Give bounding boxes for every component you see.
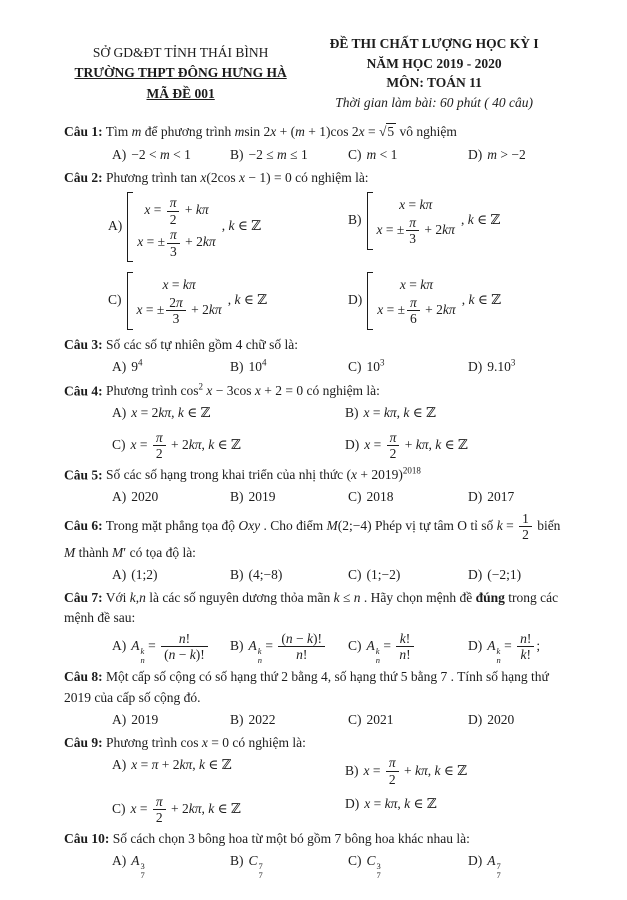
question-1-options (112, 144, 571, 166)
question-8-option-a: A) 2019 (112, 711, 159, 727)
question-1-label: Câu 1: (64, 124, 103, 140)
question-4-option-a: A) x = 2kπ, k ∈ ℤ (112, 405, 211, 422)
question-4-option-d: D) x = $\frac{\pi}{2}$ + kπ, k ∈ ℤ (345, 429, 468, 462)
question-7-option-d: D) A k n = $\frac{n!}{k!}$ ; (468, 630, 541, 665)
question-5-option-c: C) 2018 (348, 489, 394, 505)
school-year: NĂM HỌC 2019 - 2020 (366, 55, 502, 71)
question-7-label: Câu 7: (64, 590, 103, 606)
question-10-stem (64, 829, 571, 849)
question-8-option-c: C) 2021 (348, 711, 394, 727)
question-6-option-b: B) (4;−8) (230, 566, 283, 582)
question-4 (64, 381, 571, 463)
question-2-label: Câu 2: (64, 169, 103, 185)
question-3-option-c: C) $10^3$ (348, 357, 385, 375)
question-8-label: Câu 8: (64, 669, 103, 685)
question-8-option-b: B) 2022 (230, 711, 276, 727)
question-2-options (108, 189, 571, 333)
question-9-option-d: D) x = kπ, k ∈ ℤ (345, 795, 437, 812)
question-3-option-a: A) $9^4$ (112, 357, 143, 375)
question-7-options (112, 630, 571, 666)
question-3 (64, 335, 571, 379)
question-10-option-c: C) C 3 7 (348, 852, 381, 880)
question-1-option-b: B) −2 ≤ m ≤ 1 (230, 146, 308, 162)
question-8-options (112, 709, 571, 731)
question-4-option-c: C) x = $\frac{\pi}{2}$ + 2kπ, k ∈ ℤ (112, 429, 241, 462)
question-8-stem (64, 667, 571, 708)
question-1-stem (64, 122, 571, 142)
question-9-stem (64, 733, 571, 753)
exam-header (64, 34, 571, 112)
question-5-options (112, 486, 571, 508)
question-2-option-c: C) x = kπ x = ± $\frac{2\pi}{3}$ + 2kπ , k ∈ ℤ (108, 272, 348, 330)
question-8 (64, 667, 571, 731)
question-4-stem (64, 381, 571, 402)
question-1-option-d: D) m > −2 (468, 146, 526, 162)
question-5-text: Số các số hạng trong khai triển của nhị thức $(x + 2019)^{2018}$ (106, 465, 421, 483)
question-3-options (112, 356, 571, 379)
question-9-option-a: A) x = π + 2kπ, k ∈ ℤ (112, 757, 232, 774)
question-5-stem (64, 465, 571, 486)
question-8-option-d: D) 2020 (468, 711, 515, 727)
question-2-option-b: B) x = kπ x = ± $\frac{\pi}{3}$ + 2kπ , k ∈ ℤ (348, 192, 571, 262)
question-3-label: Câu 3: (64, 336, 103, 352)
question-9-text: Phương trình cos x = 0 có nghiệm là: (106, 735, 306, 751)
question-5-option-a: A) 2020 (112, 489, 159, 505)
question-9 (64, 733, 571, 826)
question-10-options (112, 850, 571, 881)
header-exam-block (297, 34, 571, 112)
question-2-option-d: D) x = kπ x = ± $\frac{\pi}{6}$ + 2kπ , k ∈ ℤ (348, 272, 571, 330)
question-10-text: Số cách chọn 3 bông hoa từ một bó gồm 7 bông hoa khác nhau là: (112, 830, 470, 846)
question-7-text: Với k,n là các số nguyên dương thỏa mãn k ≤ n . Hãy chọn mệnh đề đúng trong các mệnh đề sau: (64, 590, 559, 626)
question-7-option-c: C) A k n = $\frac{k!}{n!}$ (348, 631, 468, 665)
question-2-text: Phương trình tan x(2cos x − 1) = 0 có nghiệm là: (106, 169, 369, 185)
question-2 (64, 168, 571, 333)
question-6-stem (64, 511, 571, 563)
header-school-block (64, 34, 297, 112)
question-9-option-c: C) x = $\frac{\pi}{2}$ + 2kπ, k ∈ ℤ (112, 793, 241, 826)
exam-code: MÃ ĐỀ 001 (146, 85, 215, 101)
subject: MÔN: TOÁN 11 (386, 75, 482, 91)
question-5 (64, 465, 571, 509)
question-3-stem (64, 335, 571, 355)
question-9-label: Câu 9: (64, 735, 103, 751)
question-6-option-c: C) (1;−2) (348, 566, 401, 582)
question-10-option-d: D) A 7 7 (468, 852, 501, 880)
question-7-stem (64, 588, 571, 629)
question-1 (64, 122, 571, 166)
question-1-option-a: A) −2 < m < 1 (112, 146, 191, 162)
question-3-text: Số các số tự nhiên gồm 4 chữ số là: (106, 336, 298, 352)
question-6-label: Câu 6: (64, 517, 103, 533)
duration: Thời gian làm bài: 60 phút ( 40 câu) (335, 94, 533, 110)
question-7 (64, 588, 571, 665)
question-2-option-a: A) x = $\frac{\pi}{2}$ + kπ x = ± $\frac{\pi}{3}$ + 2kπ , k ∈ ℤ (108, 192, 348, 262)
question-10 (64, 829, 571, 881)
question-4-text: Phương trình $\cos^2 x - 3\cos$ x + 2 = 0 có nghiệm là: (106, 381, 380, 399)
question-1-option-c: C) m < 1 (348, 146, 398, 162)
question-8-text: Một cấp số cộng có số hạng thứ 2 bằng 4, số hạng thứ 5 bằng 7 . Tính số hạng thứ 2019 của cấp số cộng đó. (64, 669, 549, 705)
question-10-label: Câu 10: (64, 830, 110, 846)
question-10-option-a: A) A 3 7 (112, 852, 145, 880)
question-2-stem (64, 168, 571, 188)
question-7-option-b: B) A k n = $\frac{(n - k)!}{n!}$ (230, 631, 348, 665)
school-name: TRƯỜNG THPT ĐÔNG HƯNG HÀ (74, 65, 287, 81)
question-9-options (112, 754, 571, 826)
question-6-option-a: A) (1;2) (112, 566, 158, 582)
question-6-options (112, 564, 571, 586)
question-5-label: Câu 5: (64, 467, 103, 483)
question-4-label: Câu 4: (64, 383, 103, 399)
question-3-option-b: B) $10^4$ (230, 357, 267, 375)
question-6-text: Trong mặt phẳng tọa độ Oxy . Cho điểm M(2;−4) Phép vị tự tâm O tỉ số k = $\frac{1}{2}$ biến M thành M′ có tọa độ là: (64, 510, 561, 560)
question-6-option-d: D) (−2;1) (468, 566, 522, 582)
question-3-option-d: D) 9.10$^3$ (468, 357, 516, 375)
question-4-option-b: B) x = kπ, k ∈ ℤ (345, 405, 436, 422)
question-6 (64, 511, 571, 587)
department-name: SỞ GD&ĐT TỈNH THÁI BÌNH (92, 45, 269, 60)
question-1-text: Tìm m để phương trình msin 2x + (m + 1)cos 2x = √ 5 vô nghiệm (106, 123, 457, 139)
question-5-option-b: B) 2019 (230, 489, 276, 505)
question-5-option-d: D) 2017 (468, 489, 515, 505)
question-4-options (112, 402, 571, 462)
question-10-option-b: B) C 7 7 (230, 852, 263, 880)
question-9-option-b: B) x = $\frac{\pi}{2}$ + kπ, k ∈ ℤ (345, 755, 468, 787)
exam-title: ĐỀ THI CHẤT LƯỢNG HỌC KỲ I (329, 36, 539, 51)
question-7-option-a: A) A k n = $\frac{n!}{(n - k)!}$ (112, 631, 230, 665)
